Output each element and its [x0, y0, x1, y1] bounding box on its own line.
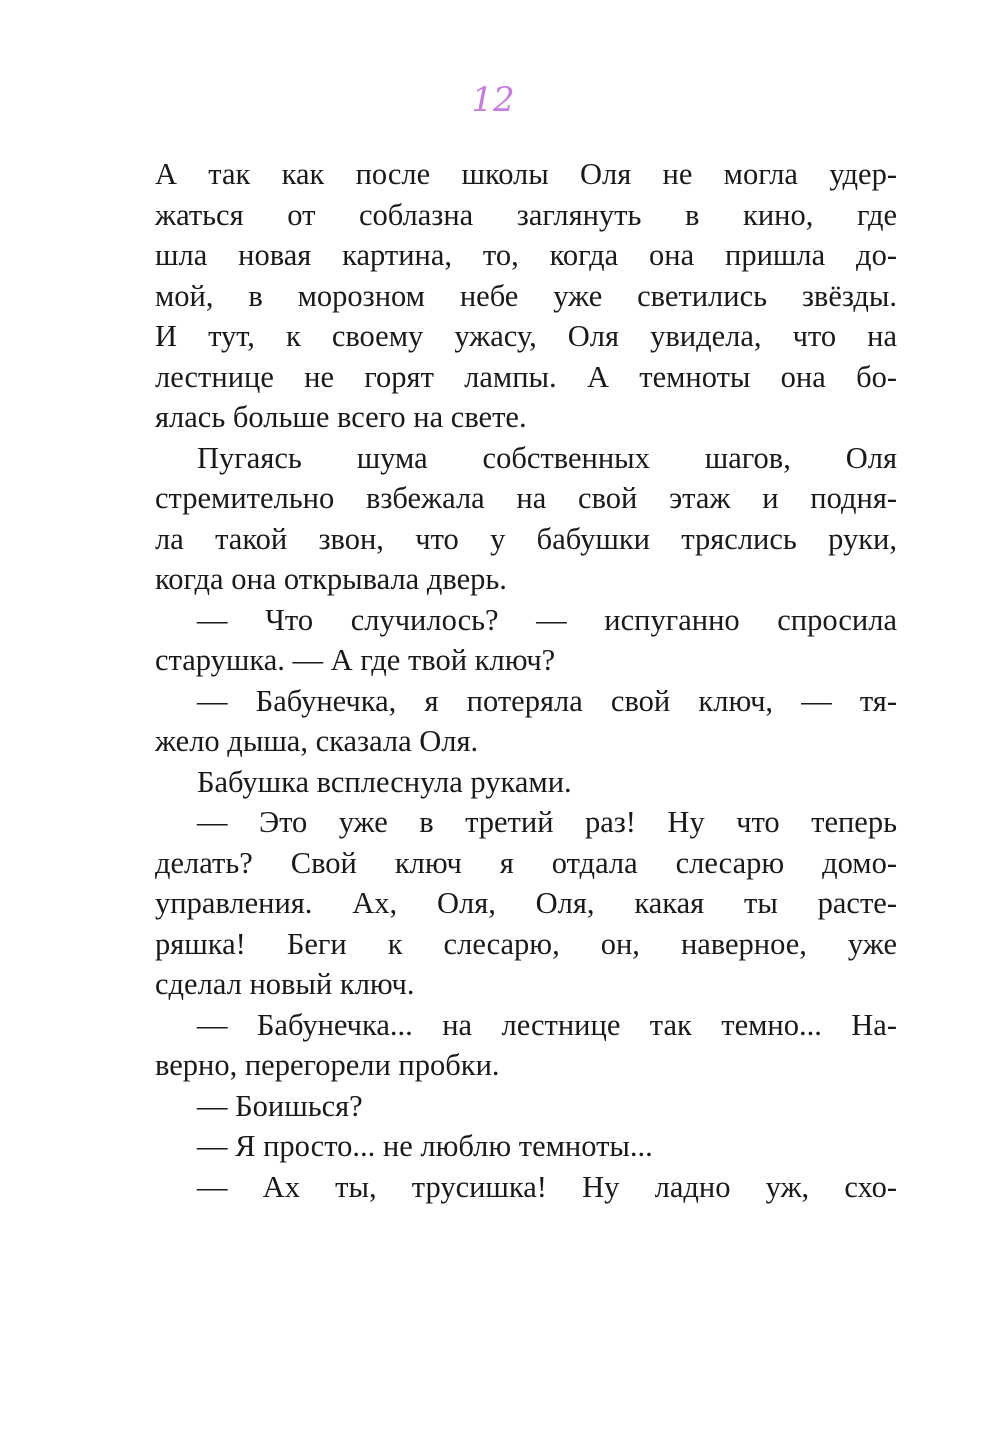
- text-line: — Я просто... не люблю темноты...: [197, 1129, 653, 1163]
- text-line: ялась больше всего на свете.: [155, 400, 527, 434]
- text-line: делать? Свой ключ я отдала слесарю домо-: [155, 845, 897, 880]
- body-text: [155, 154, 897, 1207]
- text-line: — Ах ты, трусишка! Ну ладно уж, схо-: [197, 1169, 897, 1204]
- text-line: сделал новый ключ.: [155, 967, 415, 1001]
- text-line: верно, перегорели пробки.: [155, 1048, 500, 1082]
- text-line: мой, в морозном небе уже светились звёзды.: [155, 278, 897, 313]
- text-line: старушка. — А где твой ключ?: [155, 643, 556, 677]
- text-line: — Это уже в третий раз! Ну что теперь: [197, 805, 897, 839]
- text-line: жаться от соблазна заглянуть в кино, где: [155, 197, 897, 232]
- text-line: жело дыша, сказала Оля.: [155, 724, 479, 758]
- text-line: ла такой звон, что у бабушки тряслись руки,: [155, 521, 897, 556]
- text-line: — Боишься?: [197, 1088, 363, 1123]
- text-line: Бабушка всплеснула руками.: [197, 764, 572, 799]
- text-line: И тут, к своему ужасу, Оля увидела, что на: [155, 319, 897, 353]
- text-line: А так как после школы Оля не могла удер-: [155, 157, 897, 191]
- text-line: — Что случилось? — испуганно спросила: [197, 602, 897, 637]
- text-line: Пугаясь шума собственных шагов, Оля: [197, 440, 897, 475]
- text-line: — Бабунечка, я потеряла свой ключ, — тя-: [197, 683, 897, 718]
- text-line: когда она открывала дверь.: [155, 562, 507, 596]
- text-line: ряшка! Беги к слесарю, он, наверное, уже: [155, 926, 897, 961]
- text-line: стремительно взбежала на свой этаж и подня-: [155, 481, 897, 515]
- text-line: управления. Ах, Оля, Оля, какая ты расте-: [155, 886, 897, 920]
- text-line: — Бабунечка... на лестнице так темно... На-: [197, 1007, 897, 1042]
- text-line: лестнице не горят лампы. А темноты она бо-: [155, 359, 897, 394]
- page-number: 12: [471, 80, 515, 120]
- text-line: шла новая картина, то, когда она пришла до-: [155, 238, 897, 272]
